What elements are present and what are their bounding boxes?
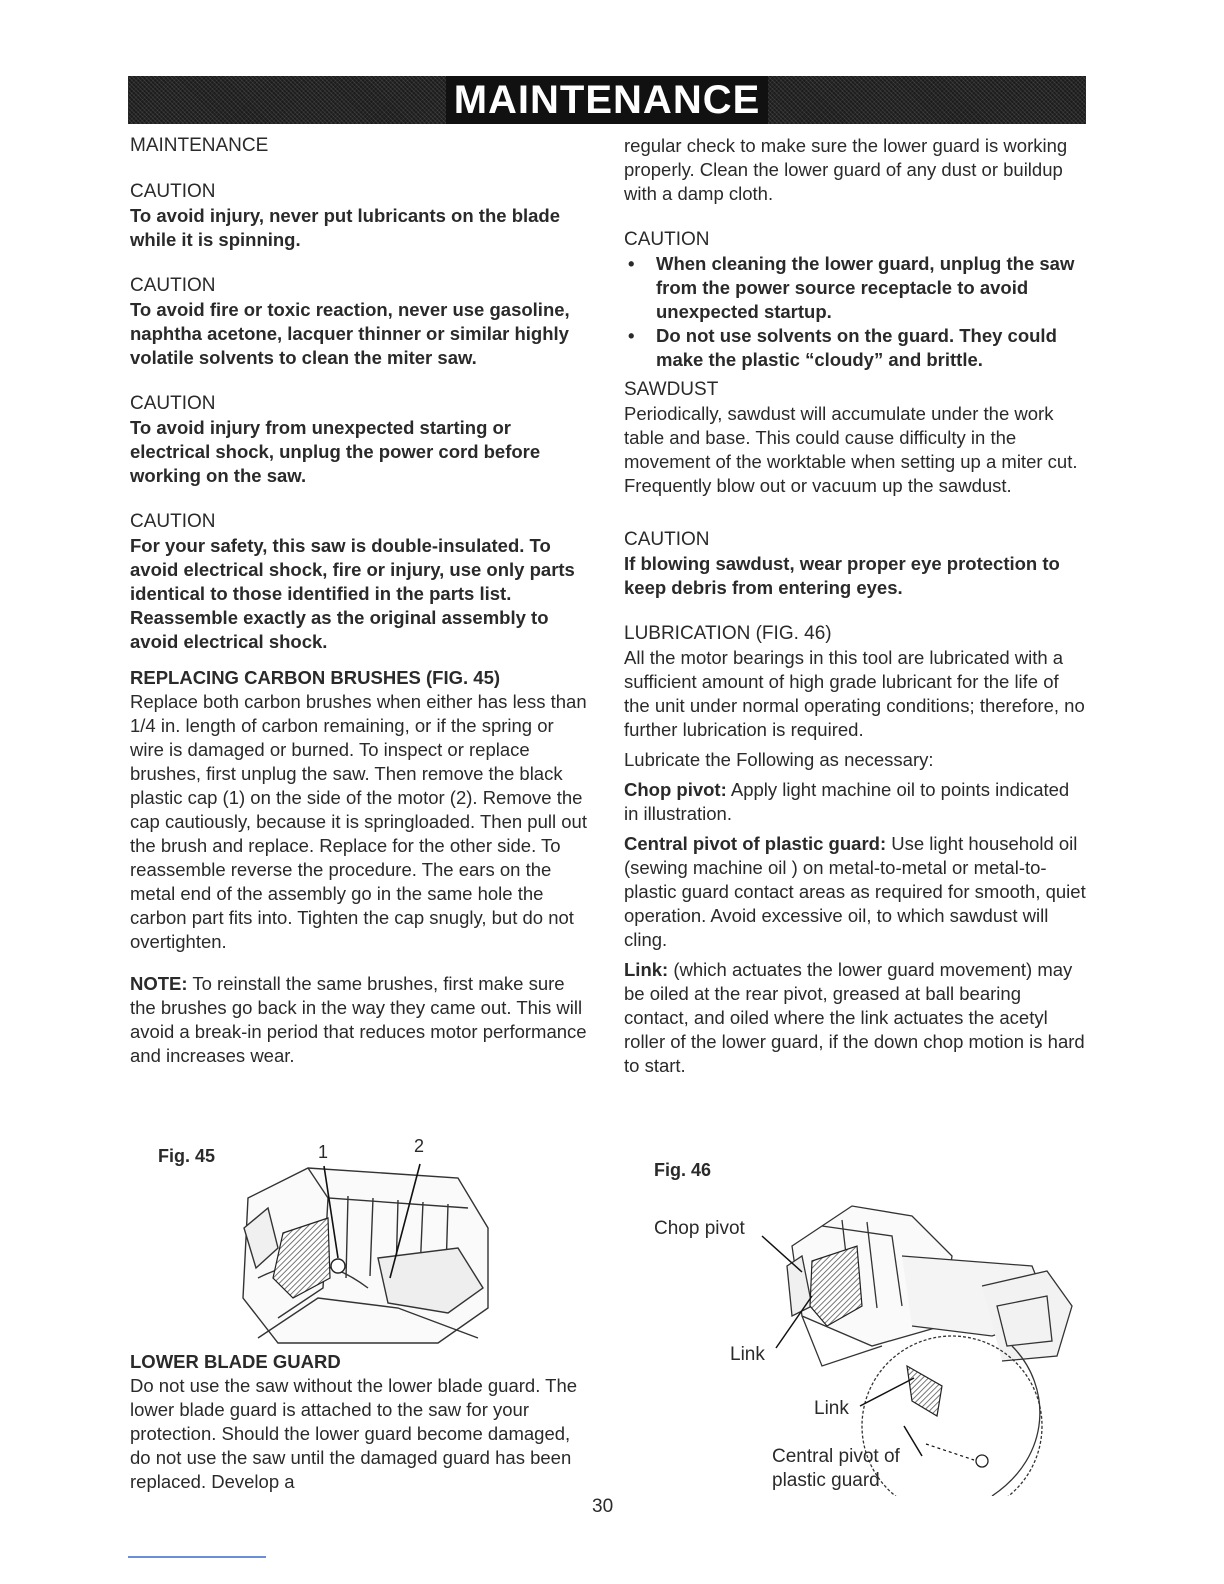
fig45-callout-1: 1	[318, 1142, 329, 1162]
banner-title: MAINTENANCE	[446, 76, 769, 124]
sawdust-caution	[624, 528, 1086, 600]
page-banner	[128, 76, 1086, 124]
lubrication-section	[624, 622, 1086, 1078]
fig45-label: Fig. 45	[158, 1146, 216, 1166]
brushes-section	[130, 666, 592, 954]
caution-bullet	[624, 324, 1086, 372]
caution-text: To avoid injury, never put lubricants on the blade while it is spinning.	[130, 205, 561, 250]
caution-text: For your safety, this saw is double-insulated. To avoid electrical shock, fire or injury, use only parts identical to those identified in the parts list. Reassemble exactly as the original assembly to avoid electrical shock.	[130, 535, 575, 652]
guard-continued-text: regular check to make sure the lower guard is working properly. Clean the lower guard of any dust or buildup with a damp cloth.	[624, 135, 1068, 204]
lubrication-item-link	[624, 958, 1086, 1078]
lower-guard-body: Do not use the saw without the lower blade guard. The lower blade guard is attached to the saw for your protection. Should the lower guard become damaged, do not use the saw until the damaged guard has been replaced. Develop a	[130, 1375, 578, 1492]
link-label-1: Link	[730, 1344, 765, 1365]
lubrication-following: Lubricate the Following as necessary:	[624, 749, 934, 770]
caution-block-3	[130, 392, 592, 488]
item-text: Use light household oil (sewing machine oil ) on metal-to-metal or metal-to-plastic guard contact areas as required for smooth, quiet operation. Avoid excessive oil, to which sawdust will cling.	[624, 833, 1086, 950]
right-column	[624, 134, 1086, 1078]
link-part-icon	[907, 1366, 942, 1416]
figure-46	[652, 1156, 1092, 1496]
item-text: Apply light machine oil to points indicated in illustration.	[624, 779, 1070, 824]
sawdust-body: Periodically, sawdust will accumulate under the work table and base. This could cause difficulty in the movement of the worktable when setting up a miter cut. Frequently blow out or vacuum up the sawdust.	[624, 403, 1078, 496]
note-label: NOTE:	[130, 973, 188, 994]
bullet-icon: •	[628, 253, 635, 274]
brushes-body: Replace both carbon brushes when either has less than 1/4 in. length of carbon remaining, or if the spring or wire is damaged or burned. To inspect or replace brushes, first unplug the saw. Then remove the black plastic cap (1) on the side of the motor (2). Remove the cap cautiously, because it is springloaded. Then pull out the brush and replace. Replace for the other side. To reassemble reverse the procedure. The ears on the metal end of the assembly go in the same hole the carbon part fits into. Tighten the cap snugly, but do not overtighten.	[130, 691, 587, 952]
lubrication-item-chop-pivot	[624, 778, 1086, 826]
brushes-heading: REPLACING CARBON BRUSHES (FIG. 45)	[130, 667, 501, 688]
guard-continued	[624, 134, 1086, 206]
bullet-icon: •	[628, 325, 635, 346]
section-maintenance	[130, 134, 592, 158]
left-column	[130, 134, 592, 1090]
lubrication-heading: LUBRICATION (FIG. 46)	[624, 623, 832, 644]
item-text: (which actuates the lower guard movement) may be oiled at the rear pivot, greased at ball bearing contact, and oiled where the link actuates the acetyl roller of the lower guard, if the down chop motion is hard to start.	[624, 959, 1085, 1076]
caution-label: CAUTION	[624, 229, 710, 250]
footer-rule	[128, 1556, 266, 1558]
guard-caution	[624, 228, 1086, 372]
sawdust-heading: SAWDUST	[624, 379, 719, 400]
page-number: 30	[592, 1496, 614, 1517]
saw-motor-illustration	[158, 1138, 508, 1348]
item-lead: Chop pivot:	[624, 779, 727, 800]
lubrication-body: All the motor bearings in this tool are lubricated with a sufficient amount of high grade lubricant for the life of the unit under normal operating conditions; therefore, no further lubrication is required.	[624, 647, 1085, 740]
caution-label: CAUTION	[130, 275, 216, 296]
caution-label: CAUTION	[624, 529, 710, 550]
fig46-label: Fig. 46	[654, 1160, 712, 1180]
note-text: To reinstall the same brushes, first make sure the brushes go back in the way they came out. This will avoid a break-in period that reduces motor performance and increases wear.	[130, 973, 587, 1066]
lubrication-item-central-pivot	[624, 832, 1086, 952]
central-pivot-icon	[976, 1455, 988, 1467]
caution-text: To avoid injury from unexpected starting or electrical shock, unplug the power cord before working on the saw.	[130, 417, 541, 486]
central-pivot-label-line1: Central pivot of	[772, 1446, 900, 1467]
caution-text: If blowing sawdust, wear proper eye protection to keep debris from entering eyes.	[624, 553, 1060, 598]
caution-label: CAUTION	[130, 181, 216, 202]
caution-label: CAUTION	[130, 511, 216, 532]
saw-lubrication-illustration	[652, 1156, 1092, 1496]
caution-text: To avoid fire or toxic reaction, never use gasoline, naphtha acetone, lacquer thinner or similar highly volatile solvents to clean the miter saw.	[130, 299, 570, 368]
central-pivot-dash	[926, 1444, 974, 1460]
lower-guard-section	[130, 1350, 592, 1494]
fig45-callout-2: 2	[414, 1136, 425, 1156]
sawdust-section	[624, 378, 1086, 498]
figure-45	[158, 1138, 508, 1348]
caution-bullet	[624, 252, 1086, 324]
central-pivot-leader	[904, 1426, 922, 1456]
chop-pivot-label: Chop pivot	[654, 1218, 745, 1239]
item-lead: Link:	[624, 959, 669, 980]
central-pivot-label-line2: plastic guard	[772, 1470, 880, 1491]
link-label-2: Link	[814, 1398, 849, 1419]
note-section	[130, 972, 592, 1068]
bullet-text: When cleaning the lower guard, unplug the saw from the power source receptacle to avoid unexpected startup.	[656, 253, 1075, 322]
section-title: MAINTENANCE	[130, 135, 269, 156]
caution-block-2	[130, 274, 592, 370]
lower-guard-heading: LOWER BLADE GUARD	[130, 1351, 341, 1372]
caution-label: CAUTION	[130, 393, 216, 414]
caution-block-4	[130, 510, 592, 654]
bullet-text: Do not use solvents on the guard. They could make the plastic “cloudy” and brittle.	[656, 325, 1057, 370]
note-paragraph	[130, 972, 592, 1068]
caution-block-1	[130, 180, 592, 252]
item-lead: Central pivot of plastic guard:	[624, 833, 887, 854]
